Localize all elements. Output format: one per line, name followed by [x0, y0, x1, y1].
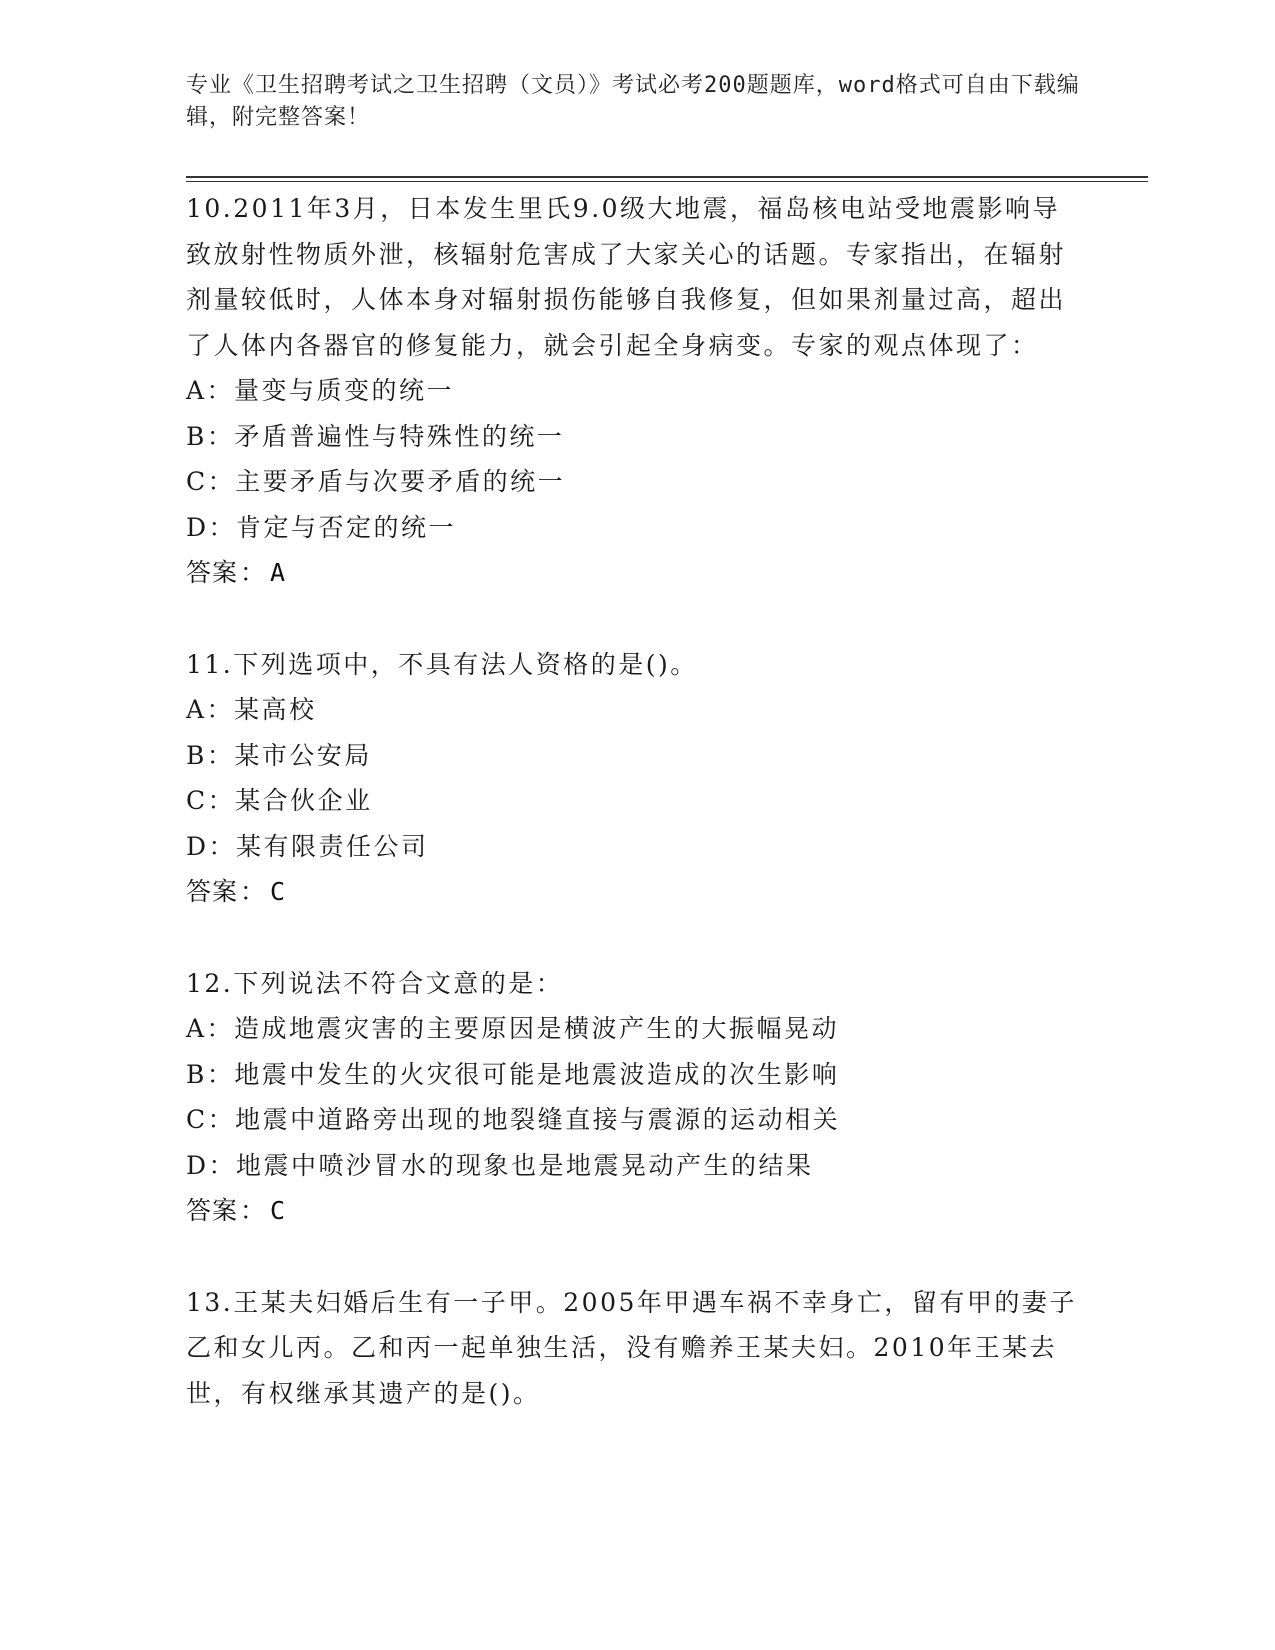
option-d: D：地震中喷沙冒水的现象也是地震晃动产生的结果: [186, 1150, 814, 1180]
option-a: A：量变与质变的统一: [186, 376, 455, 405]
option-c: C：地震中道路旁出现的地裂缝直接与震源的运动相关: [186, 1105, 841, 1134]
question-13: [186, 1280, 1086, 1417]
option-d: D：肯定与否定的统一: [186, 512, 457, 542]
option-b: B：地震中发生的火灾很可能是地震波造成的次生影响: [186, 1059, 840, 1089]
answer-line: 答案： A: [186, 558, 287, 587]
option-b: B：某市公安局: [186, 740, 372, 770]
question-list: [186, 186, 1086, 1416]
answer-value: C: [270, 877, 287, 906]
answer-value: A: [270, 558, 287, 587]
question-12: [186, 961, 1086, 1234]
answer-line: 答案： C: [186, 1196, 287, 1225]
question-10: [186, 186, 1086, 596]
header-rule-thick: [186, 176, 1148, 178]
question-stem: 13.王某夫妇婚后生有一子甲。2005年甲遇车祸不幸身亡，留有甲的妻子乙和女儿丙。乙和丙一起单独生活，没有赡养王某夫妇。2010年王某去世，有权继承其遗产的是()。: [186, 1287, 1077, 1408]
option-a: A：某高校: [186, 695, 317, 724]
question-11: [186, 642, 1086, 915]
answer-line: 答案： C: [186, 877, 287, 906]
answer-label: 答案: [186, 558, 239, 587]
answer-label: 答案: [186, 1196, 239, 1225]
option-a: A：造成地震灾害的主要原因是横波产生的大振幅晃动: [186, 1014, 840, 1043]
option-d: D：某有限责任公司: [186, 831, 429, 861]
question-stem: 12.下列说法不符合文意的是：: [186, 968, 564, 998]
document-header: 专业《卫生招聘考试之卫生招聘（文员）》考试必考200题题库，word格式可自由下载编辑，附完整答案！: [186, 73, 1080, 130]
option-b: B：矛盾普遍性与特殊性的统一: [186, 421, 565, 451]
header-rule-thin: [186, 181, 1148, 182]
option-c: C：某合伙企业: [186, 786, 373, 815]
question-stem: 11.下列选项中，不具有法人资格的是()。: [186, 649, 698, 679]
option-c: C：主要矛盾与次要矛盾的统一: [186, 467, 566, 496]
answer-value: C: [270, 1196, 287, 1225]
answer-label: 答案: [186, 877, 239, 906]
question-stem: 10.2011年3月，日本发生里氏9.0级大地震，福岛核电站受地震影响导致放射性物质外泄，核辐射危害成了大家关心的话题。专家指出，在辐射剂量较低时，人体本身对辐射损伤能够自我修复，但如果剂量过高，超出了人体内各器官的修复能力，就会引起全身病变。专家的观点体现了：: [186, 194, 1067, 360]
